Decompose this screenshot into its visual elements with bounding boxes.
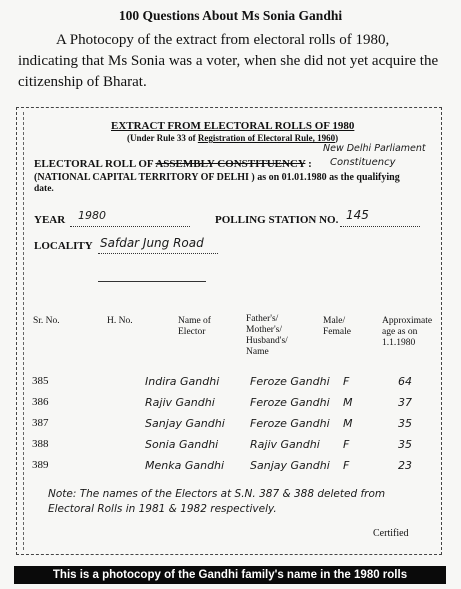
table-row (0, 396, 461, 418)
year-dotted-line (70, 226, 190, 227)
row-father: Feroze Gandhi (250, 375, 330, 388)
col-header-sex (323, 316, 351, 338)
row-sex: F (343, 459, 350, 472)
row-father: Feroze Gandhi (250, 396, 330, 409)
row-sex: F (343, 438, 350, 451)
territory-line-cont: date. (34, 184, 54, 194)
col-header-house: H. No. (107, 316, 133, 326)
locality-underline (98, 281, 206, 282)
row-sr: 385 (32, 375, 49, 387)
row-age: 37 (398, 396, 412, 409)
row-name: Sanjay Gandhi (145, 417, 225, 430)
subtitle-suffix: ) (335, 133, 339, 143)
col-header-sr: Sr. No. (33, 316, 60, 326)
polling-station-value: 145 (346, 208, 369, 222)
row-sex: M (343, 396, 353, 409)
col-header-father-line3: Husband's/ (246, 336, 288, 346)
handwritten-note: Note: The names of the Electors at S.N. 387 & 388 deleted from Electoral Rolls in 1981 & 1982 respectively. (48, 488, 386, 515)
year-label: YEAR (34, 214, 66, 226)
table-row (0, 417, 461, 439)
row-father: Feroze Gandhi (250, 417, 330, 430)
col-header-name-line2: Elector (178, 327, 206, 337)
row-name: Sonia Gandhi (145, 438, 219, 451)
intro-paragraph (18, 30, 446, 93)
col-header-age (382, 316, 432, 349)
table-row (0, 375, 461, 397)
electoral-roll-label (34, 158, 312, 170)
col-header-age-line2: age as on (382, 327, 418, 337)
extract-title: EXTRACT FROM ELECTORAL ROLLS OF 1980 (111, 120, 355, 132)
col-header-age-line1: Approximate (382, 316, 433, 326)
intro-text: A Photocopy of the extract from electoral rolls of 1980, indicating that Ms Sonia was a voter, when she did not yet acquire the citizenship of Bharat. (18, 32, 439, 90)
col-header-father-line2: Mother's/ (246, 325, 283, 335)
year-value: 1980 (78, 209, 106, 222)
roll-label-struck: ASSEMBLY CONSTITUENCY (155, 158, 306, 170)
handwritten-constituency-line1: New Delhi Parliament (323, 143, 426, 154)
col-header-father-line1: Father's/ (246, 314, 279, 324)
certified-label: Certified (373, 528, 409, 539)
row-age: 64 (398, 375, 412, 388)
subtitle-prefix: (Under Rule 33 of (127, 133, 198, 143)
row-sr: 387 (32, 417, 49, 429)
locality-dotted-line (98, 253, 218, 254)
caption-banner: This is a photocopy of the Gandhi family's name in the 1980 rolls (14, 566, 446, 584)
row-father: Sanjay Gandhi (250, 459, 330, 472)
row-sex: M (343, 417, 353, 430)
row-sr: 386 (32, 396, 49, 408)
row-sr: 389 (32, 459, 49, 471)
row-name: Indira Gandhi (145, 375, 220, 388)
col-header-sex-line1: Male/ (323, 316, 346, 326)
polling-station-label: POLLING STATION NO. (215, 214, 339, 226)
locality-value: Safdar Jung Road (100, 236, 204, 250)
roll-label-b: : (305, 158, 312, 170)
col-header-father-line4: Name (246, 347, 269, 357)
page-heading: 100 Questions About Ms Sonia Gandhi (118, 8, 343, 23)
row-father: Rajiv Gandhi (250, 438, 320, 451)
col-header-age-line3: 1.1.1980 (382, 338, 416, 348)
row-sex: F (343, 375, 350, 388)
territory-line: (NATIONAL CAPITAL TERRITORY OF DELHI ) as on 01.01.1980 as the qualifying (34, 172, 400, 183)
col-header-name (178, 316, 211, 338)
row-age: 23 (398, 459, 412, 472)
extract-subtitle (127, 133, 338, 143)
col-header-name-line1: Name of (178, 316, 211, 326)
col-header-sex-line2: Female (323, 327, 351, 337)
margin-line (23, 112, 24, 550)
row-sr: 388 (32, 438, 49, 450)
polling-station-dotted-line (340, 226, 420, 227)
table-row (0, 438, 461, 460)
locality-label: LOCALITY (34, 240, 93, 252)
roll-label-a: ELECTORAL ROLL OF (34, 158, 156, 170)
row-name: Menka Gandhi (145, 459, 225, 472)
row-age: 35 (398, 417, 412, 430)
row-name: Rajiv Gandhi (145, 396, 215, 409)
subtitle-rule: Registration of Electoral Rule, 1960 (197, 133, 336, 143)
col-header-father (246, 314, 288, 358)
table-row (0, 459, 461, 481)
row-age: 35 (398, 438, 412, 451)
handwritten-constituency-line2: Constituency (330, 157, 396, 168)
